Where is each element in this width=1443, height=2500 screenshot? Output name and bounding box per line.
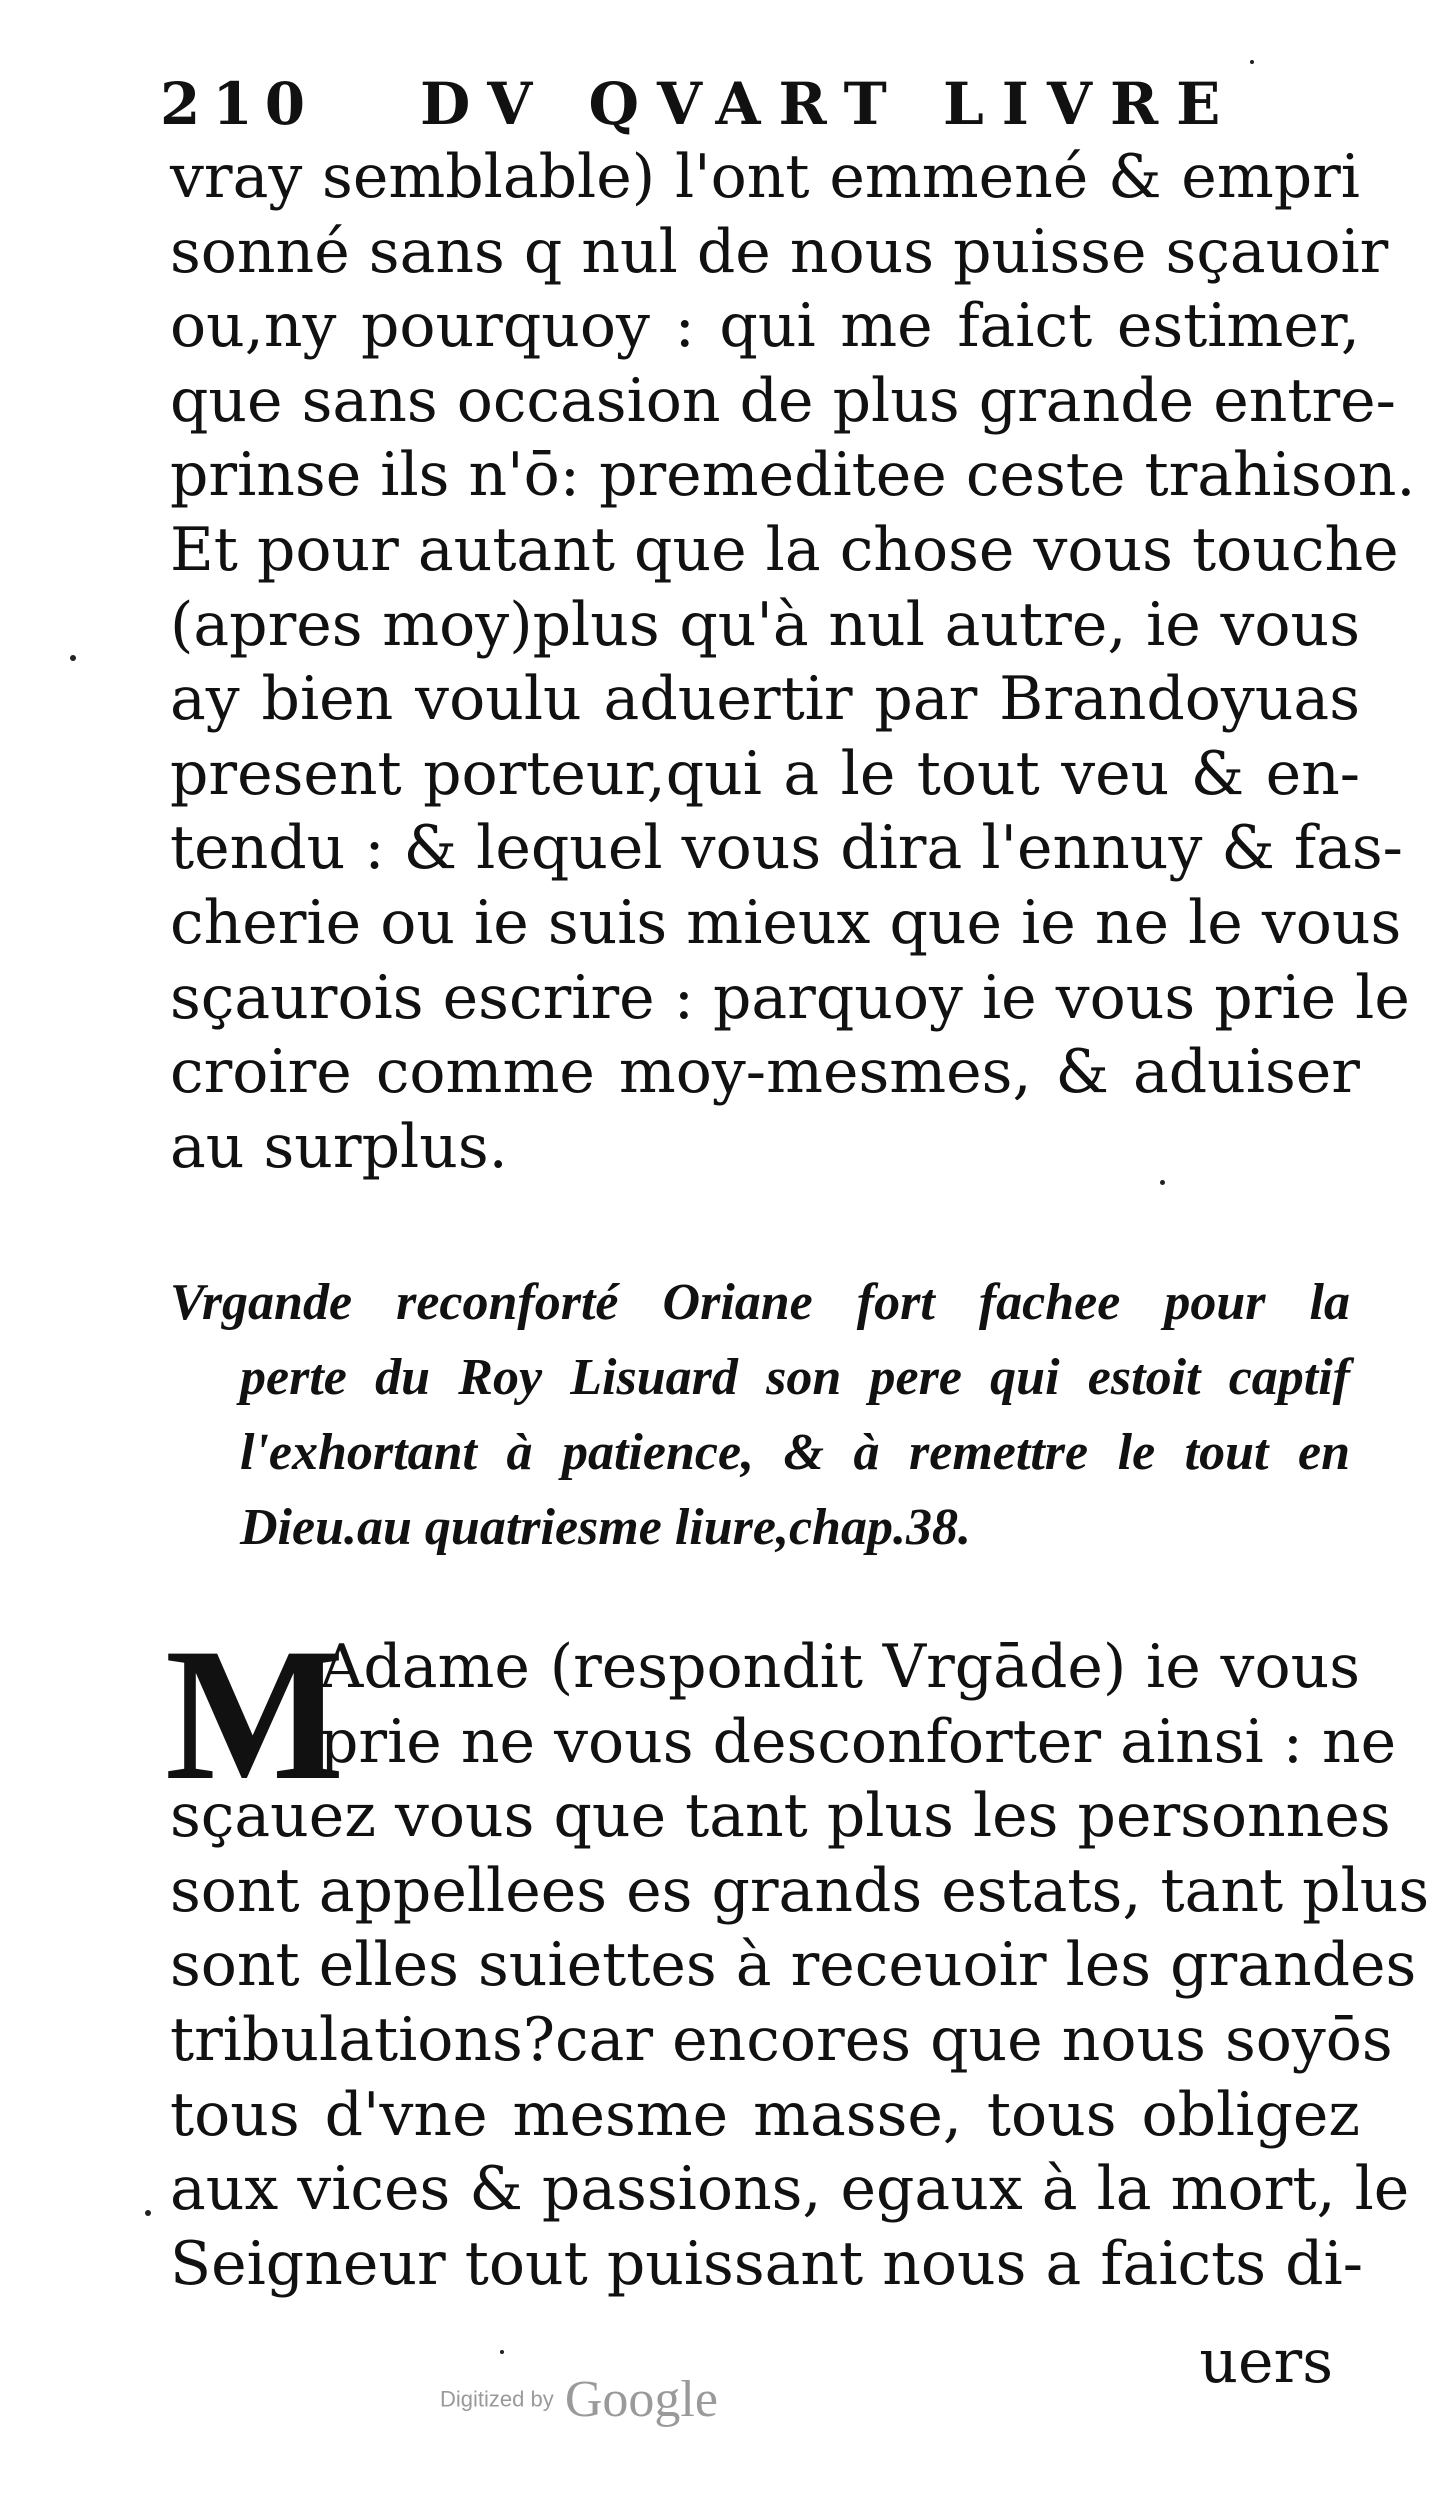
running-head: [160, 70, 1340, 150]
text-line: tendu : & lequel vous dira l'ennuy & fas-: [170, 813, 1403, 884]
ink-speck: [145, 2210, 151, 2216]
page-number: 210: [160, 70, 318, 138]
text-line: (apres moy)plus qu'à nul autre, ie vous: [170, 589, 1360, 660]
text-line: sçaurois escrire : parquoy ie vous prie le: [170, 962, 1410, 1033]
digitization-watermark: [440, 2370, 718, 2429]
text-line: croire comme moy-mesmes, & aduiser: [170, 1037, 1360, 1108]
text-line: vray semblable) l'ont emmené & empri: [170, 142, 1360, 212]
text-line: tribulations?car encores que nous soyōs: [170, 2004, 1393, 2075]
text-line: ay bien voulu aduertir par Brandoyuas: [170, 664, 1360, 735]
text-line: sçauez vous que tant plus les personnes: [170, 1781, 1391, 1852]
text-line: prie ne vous desconforter ainsi : ne: [320, 1706, 1397, 1777]
text-line: sont appellees es grands estats, tant plus: [170, 1855, 1430, 1926]
text-line: que sans occasion de plus grande entre-: [170, 365, 1396, 436]
text-line: tous d'vne mesme masse, tous obligez: [170, 2079, 1360, 2150]
ink-speck: [70, 655, 76, 661]
text-block-chapter: [170, 1630, 1430, 2301]
text-block-continuation: [170, 140, 1416, 1184]
watermark-brand: Google: [564, 2371, 718, 2428]
heading-line: Dieu.au quatriesme liure,chap.38.: [240, 1499, 971, 1556]
ink-speck: [1160, 1180, 1165, 1185]
text-line: au surplus.: [170, 1111, 508, 1182]
catchword: uers: [1199, 2327, 1333, 2397]
text-line: prinse ils n'ō: premeditee ceste trahison.: [170, 440, 1416, 511]
text-line: sont elles suiettes à receuoir les grandes: [170, 1930, 1417, 2001]
text-line: cherie ou ie suis mieux que ie ne le vous: [170, 887, 1402, 958]
heading-line: l'exhortant à patience, & à remettre le tout en: [240, 1424, 1350, 1481]
watermark-prefix: Digitized by: [440, 2386, 554, 2412]
text-line: sonné sans q nul de nous puisse sçauoir: [170, 216, 1389, 287]
chapter-heading: [170, 1265, 1350, 1565]
text-line: Adame (respondit Vrgāde) ie vous: [320, 1632, 1360, 1702]
heading-line: Vrgande reconforté Oriane fort fachee pour la: [170, 1274, 1350, 1331]
text-line: present porteur,qui a le tout veu & en-: [170, 738, 1360, 809]
running-title: DV QVART LIVRE: [420, 70, 1239, 138]
drop-cap: M: [165, 1610, 345, 1820]
text-line: Seigneur tout puissant nous a faicts di-: [170, 2228, 1363, 2299]
text-line: aux vices & passions, egaux à la mort, le: [170, 2154, 1410, 2225]
text-line: ou,ny pourquoy : qui me faict estimer,: [170, 291, 1360, 362]
ink-speck: [1250, 60, 1254, 64]
ink-speck: [500, 2350, 504, 2354]
heading-line: perte du Roy Lisuard son pere qui estoit captif: [240, 1349, 1350, 1406]
text-line: Et pour autant que la chose vous touche: [170, 514, 1399, 585]
